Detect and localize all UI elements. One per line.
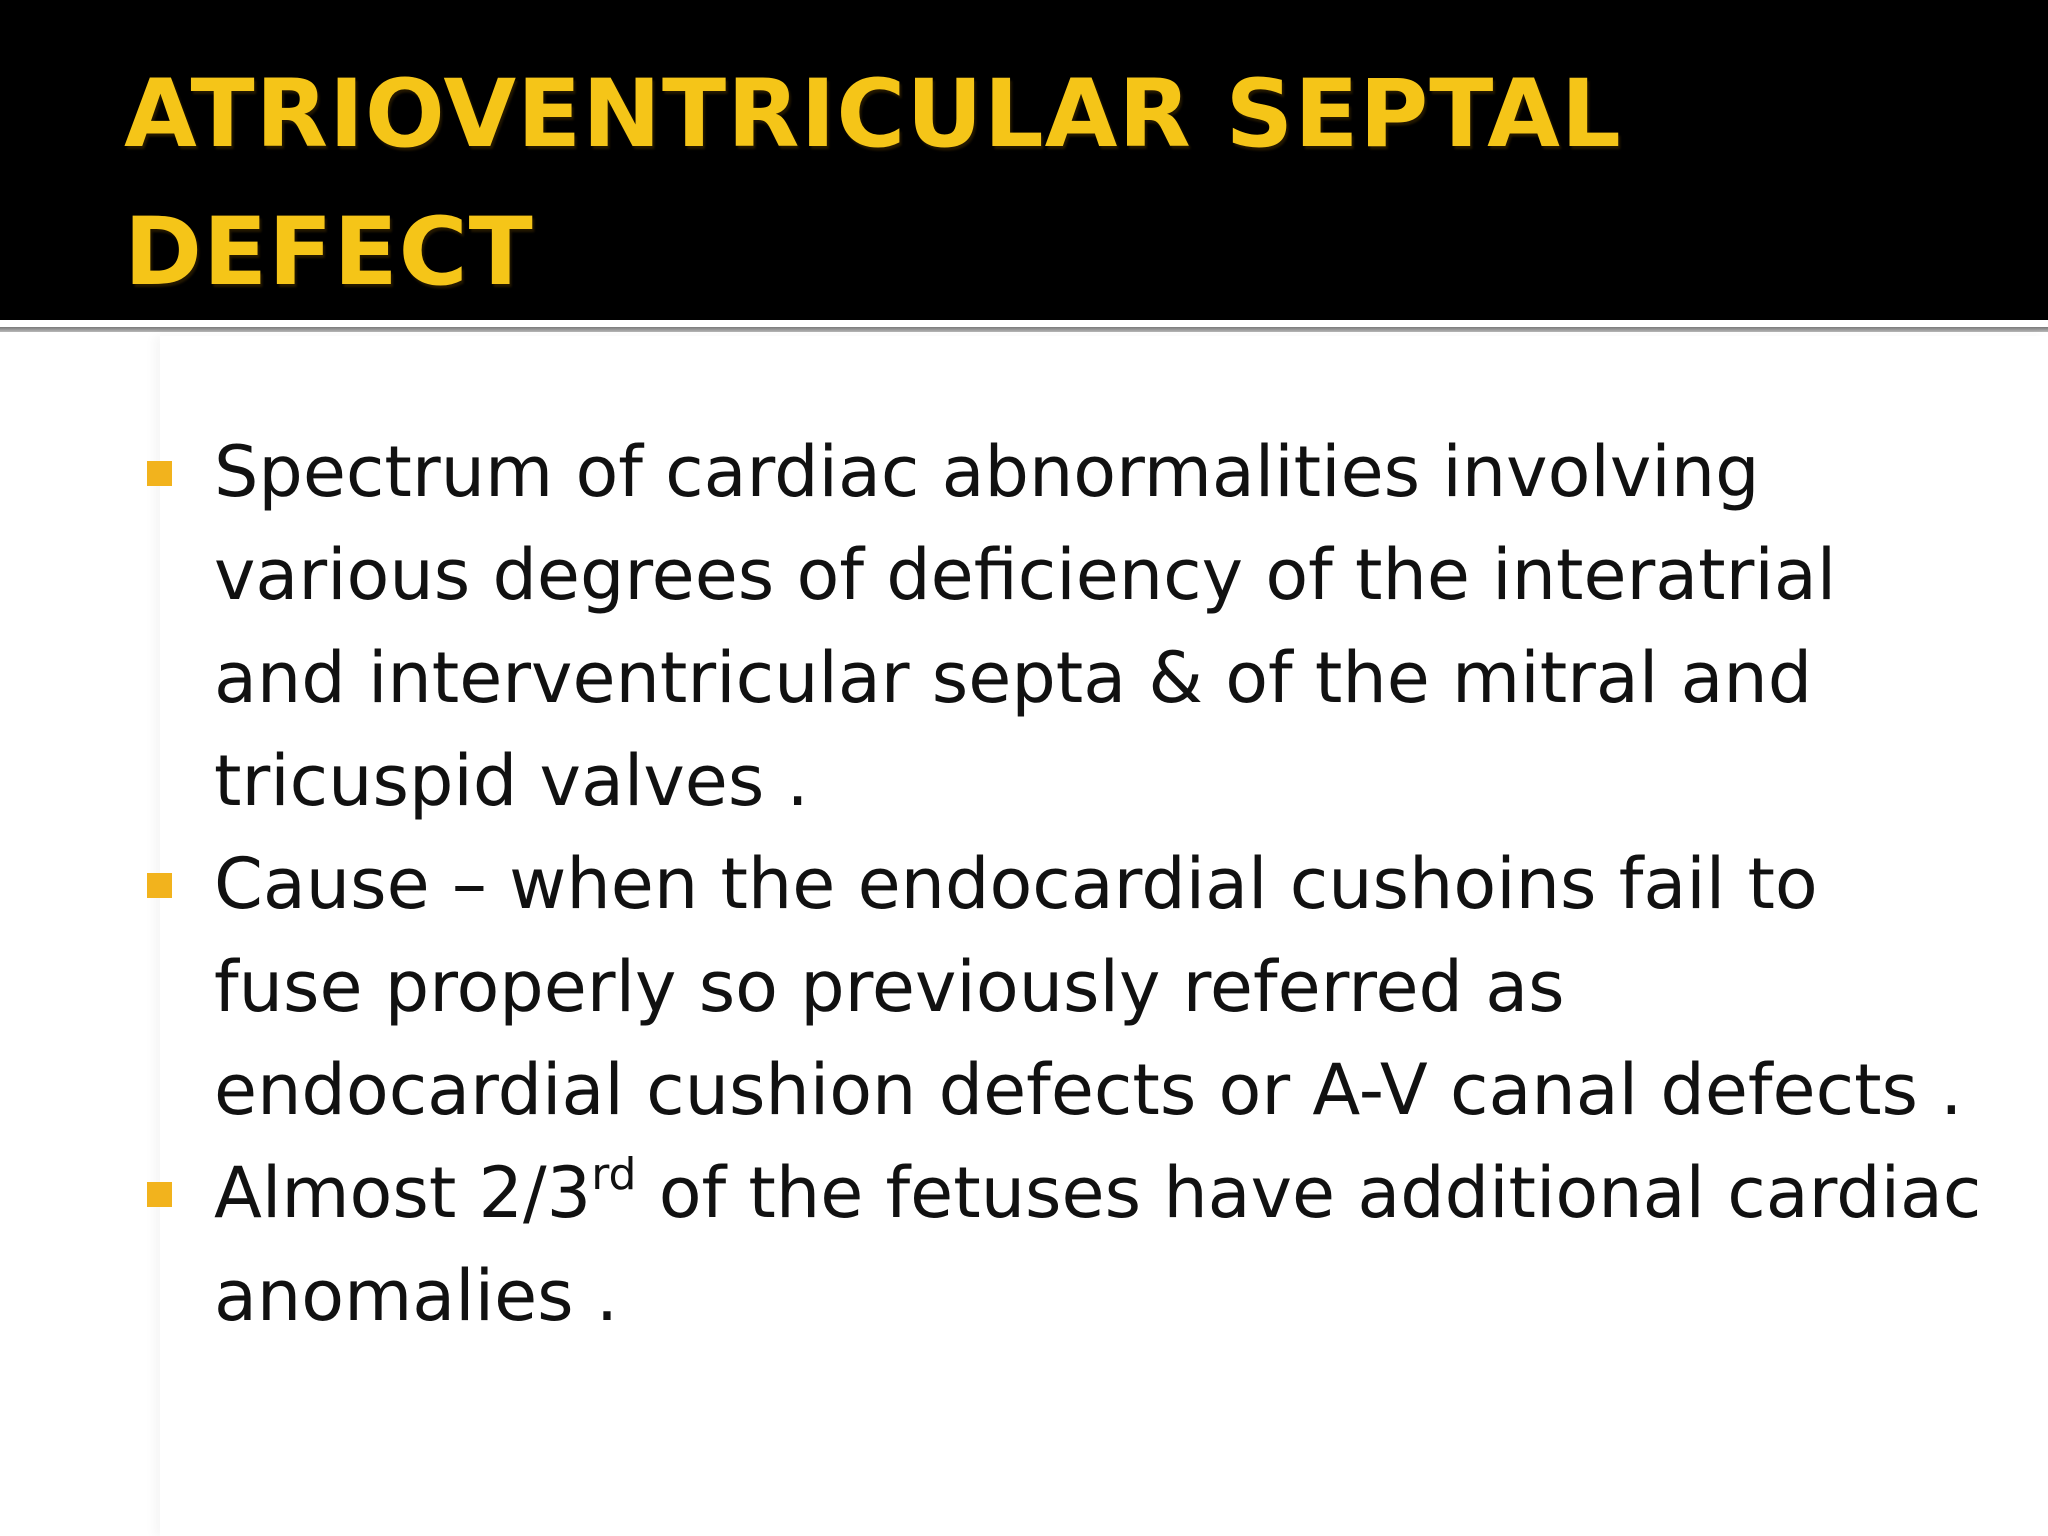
bullet-text-start: Almost 2/3 [214,1152,592,1234]
square-bullet-icon [147,461,172,486]
bullet-item-associated-anomalies [0,1142,2048,1348]
square-bullet-icon [147,1182,172,1207]
slide-title: ATRIOVENTRICULAR SEPTAL DEFECT [124,60,1622,307]
title-band [0,0,2048,320]
bullet-text-end: of the fetuses have additional cardiac anomalies . [214,1152,1982,1337]
bullet-text: Cause – when the endocardial cushoins fail to fuse properly so previously referred as endocardial cushion defects or A-V canal defects . [214,843,1963,1131]
square-bullet-icon [147,873,172,898]
bullet-item-cause [0,833,2048,1142]
bullet-text: Spectrum of cardiac abnormalities involving various degrees of deficiency of the interatrial and interventricular septa & of the mitral and tricuspid valves . [214,431,1837,822]
bullet-text [214,1149,1982,1337]
title-divider-white [0,320,2048,327]
bullet-list [0,421,2048,1348]
title-divider-gray [0,327,2048,332]
bullet-item-definition [0,421,2048,833]
ordinal-superscript: rd [591,1149,637,1200]
